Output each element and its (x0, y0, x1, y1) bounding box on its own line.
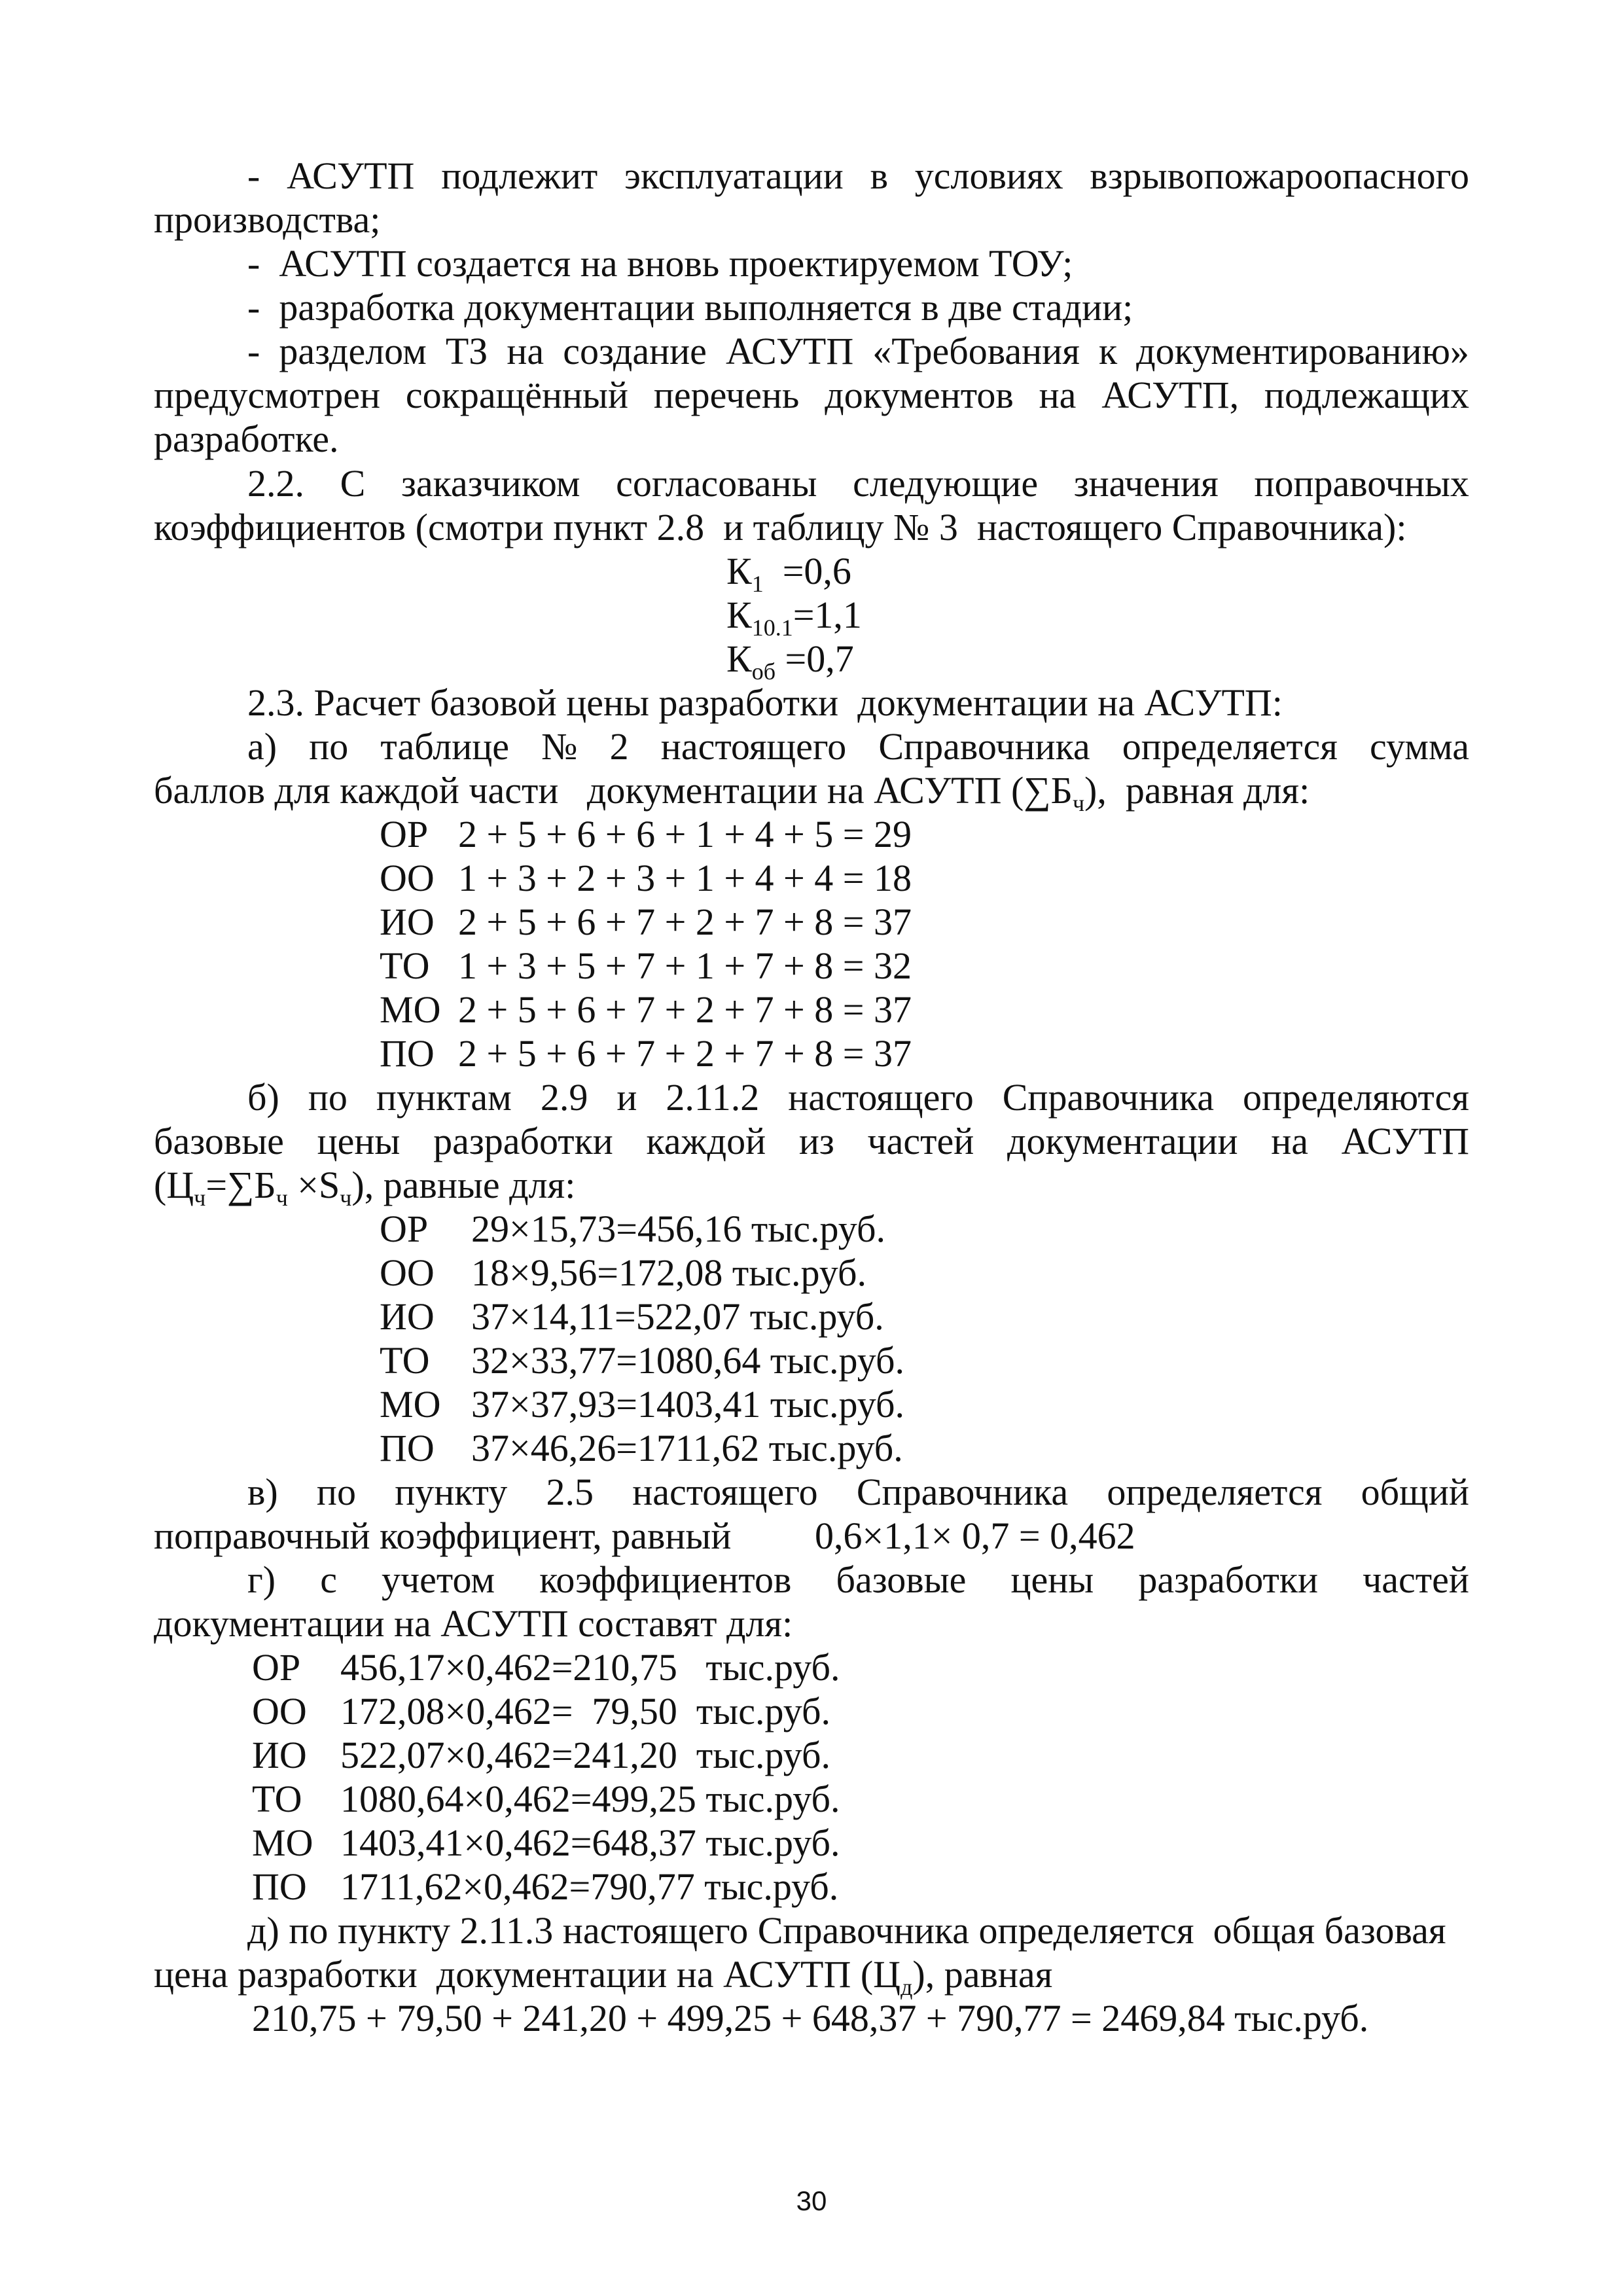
word: предусмотрен (154, 374, 381, 416)
word: базовые (836, 1558, 967, 1601)
word: ТЗ (445, 330, 488, 372)
word: из (798, 1120, 834, 1162)
item-v-line-1 (247, 1470, 1469, 1514)
item-d-line-2: цена разработки документации на АСУТП $(Ц_д)$, равная (154, 1953, 1053, 2000)
word: эксплуатации (624, 154, 844, 197)
word: 2 (609, 725, 629, 768)
bullet-1-line-1 (247, 154, 1469, 198)
word: Справочника (856, 1471, 1069, 1513)
word: - (247, 330, 260, 372)
bullet-3: - разработка документации выполняется в две стадии; (247, 286, 1133, 329)
item-g-line-1 (247, 1558, 1469, 1602)
word: настоящего (788, 1076, 974, 1119)
word: определяется (1122, 725, 1338, 768)
sum-row-po: ПО 2 + 5 + 6 + 7 + 2 + 7 + 8 = 37 (380, 1032, 912, 1075)
item-d-line-1: д) по пункту 2.11.3 настоящего Справочника определяется общая базовая (247, 1909, 1446, 1952)
bullet-2: - АСУТП создается на вновь проектируемом ТОУ; (247, 242, 1073, 285)
word: по (308, 1076, 348, 1119)
word: настоящего (660, 725, 847, 768)
sum-row-io: ИО 2 + 5 + 6 + 7 + 2 + 7 + 8 = 37 (380, 901, 912, 943)
adjusted-row-or: ОР 456,17×0,462=210,75 тыс.руб. (252, 1646, 840, 1689)
item-a-line-2: баллов для каждой части документации на АСУТП $(\sum Б_ч)$, равная для: (154, 769, 1310, 816)
word: АСУТП (725, 330, 854, 372)
word: С (340, 462, 366, 505)
word: пункту (395, 1471, 508, 1513)
word: г) (247, 1558, 276, 1601)
word: АСУТП (287, 154, 415, 197)
bullet-1-line-2: производства; (154, 198, 381, 241)
word: настоящего (632, 1471, 818, 1513)
bullet-4-line-2 (154, 373, 1469, 417)
word: на (1271, 1120, 1308, 1162)
word: на (1039, 374, 1077, 416)
sum-row-oo: ОО 1 + 3 + 2 + 3 + 1 + 4 + 4 = 18 (380, 857, 912, 899)
word: АСУТП, (1101, 374, 1240, 416)
word: частей (867, 1120, 974, 1162)
price-row-mo: МО 37×37,93=1403,41 тыс.руб. (380, 1383, 904, 1426)
word: «Требования (872, 330, 1080, 372)
word: перечень (653, 374, 800, 416)
word: и (616, 1076, 637, 1119)
sum-row-or: ОР 2 + 5 + 6 + 6 + 1 + 4 + 5 = 29 (380, 813, 912, 855)
coefficient-k10-1: $К_{10.1}=1,1$ (726, 594, 862, 641)
bullet-4-line-3: разработке. (154, 418, 339, 460)
word: следующие (853, 462, 1039, 505)
word: определяются (1242, 1076, 1469, 1119)
bullet-4-line-1 (247, 329, 1469, 373)
adjusted-row-mo: МО 1403,41×0,462=648,37 тыс.руб. (252, 1821, 840, 1864)
adjusted-row-po: ПО 1711,62×0,462=790,77 тыс.руб. (252, 1865, 839, 1908)
item-b-line-2 (154, 1119, 1469, 1163)
word: 2.2. (247, 462, 304, 505)
word: таблице (380, 725, 510, 768)
word: подлежащих (1264, 374, 1469, 416)
word: 2.5 (546, 1471, 594, 1513)
word: № (541, 725, 578, 768)
item-g-line-2: документации на АСУТП составят для: (154, 1602, 793, 1645)
word: создание (563, 330, 707, 372)
price-row-oo: ОО 18×9,56=172,08 тыс.руб. (380, 1251, 866, 1294)
word: заказчиком (401, 462, 580, 505)
price-row-or: ОР 29×15,73=456,16 тыс.руб. (380, 1208, 885, 1250)
word: б) (247, 1076, 279, 1119)
coefficient-kob: $К_{об} =0,7$ (726, 637, 854, 685)
word: с (320, 1558, 337, 1601)
item-a-line-1 (247, 725, 1469, 768)
word: поправочных (1254, 462, 1469, 505)
word: 2.9 (540, 1076, 588, 1119)
section-2-2-line-1 (247, 461, 1469, 505)
word: цены (1010, 1558, 1094, 1601)
word: на (507, 330, 544, 372)
word: частей (1363, 1558, 1469, 1601)
word: документации (1007, 1120, 1238, 1162)
word: по (309, 725, 349, 768)
price-row-io: ИО 37×14,11=522,07 тыс.руб. (380, 1295, 884, 1338)
adjusted-row-to: ТО 1080,64×0,462=499,25 тыс.руб. (252, 1778, 840, 1820)
section-2-3-heading: 2.3. Расчет базовой цены разработки документации на АСУТП: (247, 681, 1283, 724)
word: в (870, 154, 888, 197)
sum-row-mo: МО 2 + 5 + 6 + 7 + 2 + 7 + 8 = 37 (380, 988, 912, 1031)
sum-row-to: ТО 1 + 3 + 5 + 7 + 1 + 7 + 8 = 32 (380, 944, 912, 987)
word: к (1098, 330, 1118, 372)
word: согласованы (616, 462, 817, 505)
word: коэффициентов (539, 1558, 792, 1601)
word: взрывопожароопасного (1090, 154, 1469, 197)
item-b-line-1 (247, 1075, 1469, 1119)
word: разделом (279, 330, 427, 372)
word: учетом (382, 1558, 495, 1601)
word: - (247, 154, 260, 197)
section-2-2-line-2: коэффициентов (смотри пункт 2.8 и таблицу № 3 настоящего Справочника): (154, 506, 1407, 548)
word: подлежит (441, 154, 598, 197)
word: базовые (154, 1120, 284, 1162)
word: Справочника (878, 725, 1090, 768)
word: в) (247, 1471, 278, 1513)
word: Справочника (1002, 1076, 1214, 1119)
word: документов (825, 374, 1014, 416)
price-row-to: ТО 32×33,77=1080,64 тыс.руб. (380, 1339, 904, 1382)
word: АСУТП (1341, 1120, 1469, 1162)
word: документированию» (1136, 330, 1469, 372)
price-row-po: ПО 37×46,26=1711,62 тыс.руб. (380, 1427, 903, 1469)
word: пунктам (376, 1076, 512, 1119)
word: разработки (433, 1120, 613, 1162)
word: определяется (1107, 1471, 1323, 1513)
word: сумма (1370, 725, 1469, 768)
word: а) (247, 725, 277, 768)
item-b-line-3: $(Ц_ч=\sum Б_ч \times S_ч)$, равные для: (154, 1164, 576, 1211)
coefficient-k1: $К_1 =0,6$ (726, 550, 851, 597)
word: общий (1361, 1471, 1469, 1513)
word: по (316, 1471, 356, 1513)
word: 2.11.2 (666, 1076, 760, 1119)
word: значения (1073, 462, 1219, 505)
adjusted-row-oo: ОО 172,08×0,462= 79,50 тыс.руб. (252, 1690, 830, 1732)
total-sum: 210,75 + 79,50 + 241,20 + 499,25 + 648,37 + 790,77 = 2469,84 тыс.руб. (252, 1997, 1369, 2039)
word: цены (317, 1120, 401, 1162)
item-v-line-2: поправочный коэффициент, равный (154, 1515, 732, 1557)
word: каждой (646, 1120, 766, 1162)
word: условиях (914, 154, 1063, 197)
item-v-value: 0,6×1,1× 0,7 = 0,462 (815, 1515, 1135, 1557)
adjusted-row-io: ИО 522,07×0,462=241,20 тыс.руб. (252, 1734, 830, 1776)
word: сокращённый (405, 374, 629, 416)
page-number: 30 (796, 2185, 827, 2216)
word: разработки (1138, 1558, 1319, 1601)
